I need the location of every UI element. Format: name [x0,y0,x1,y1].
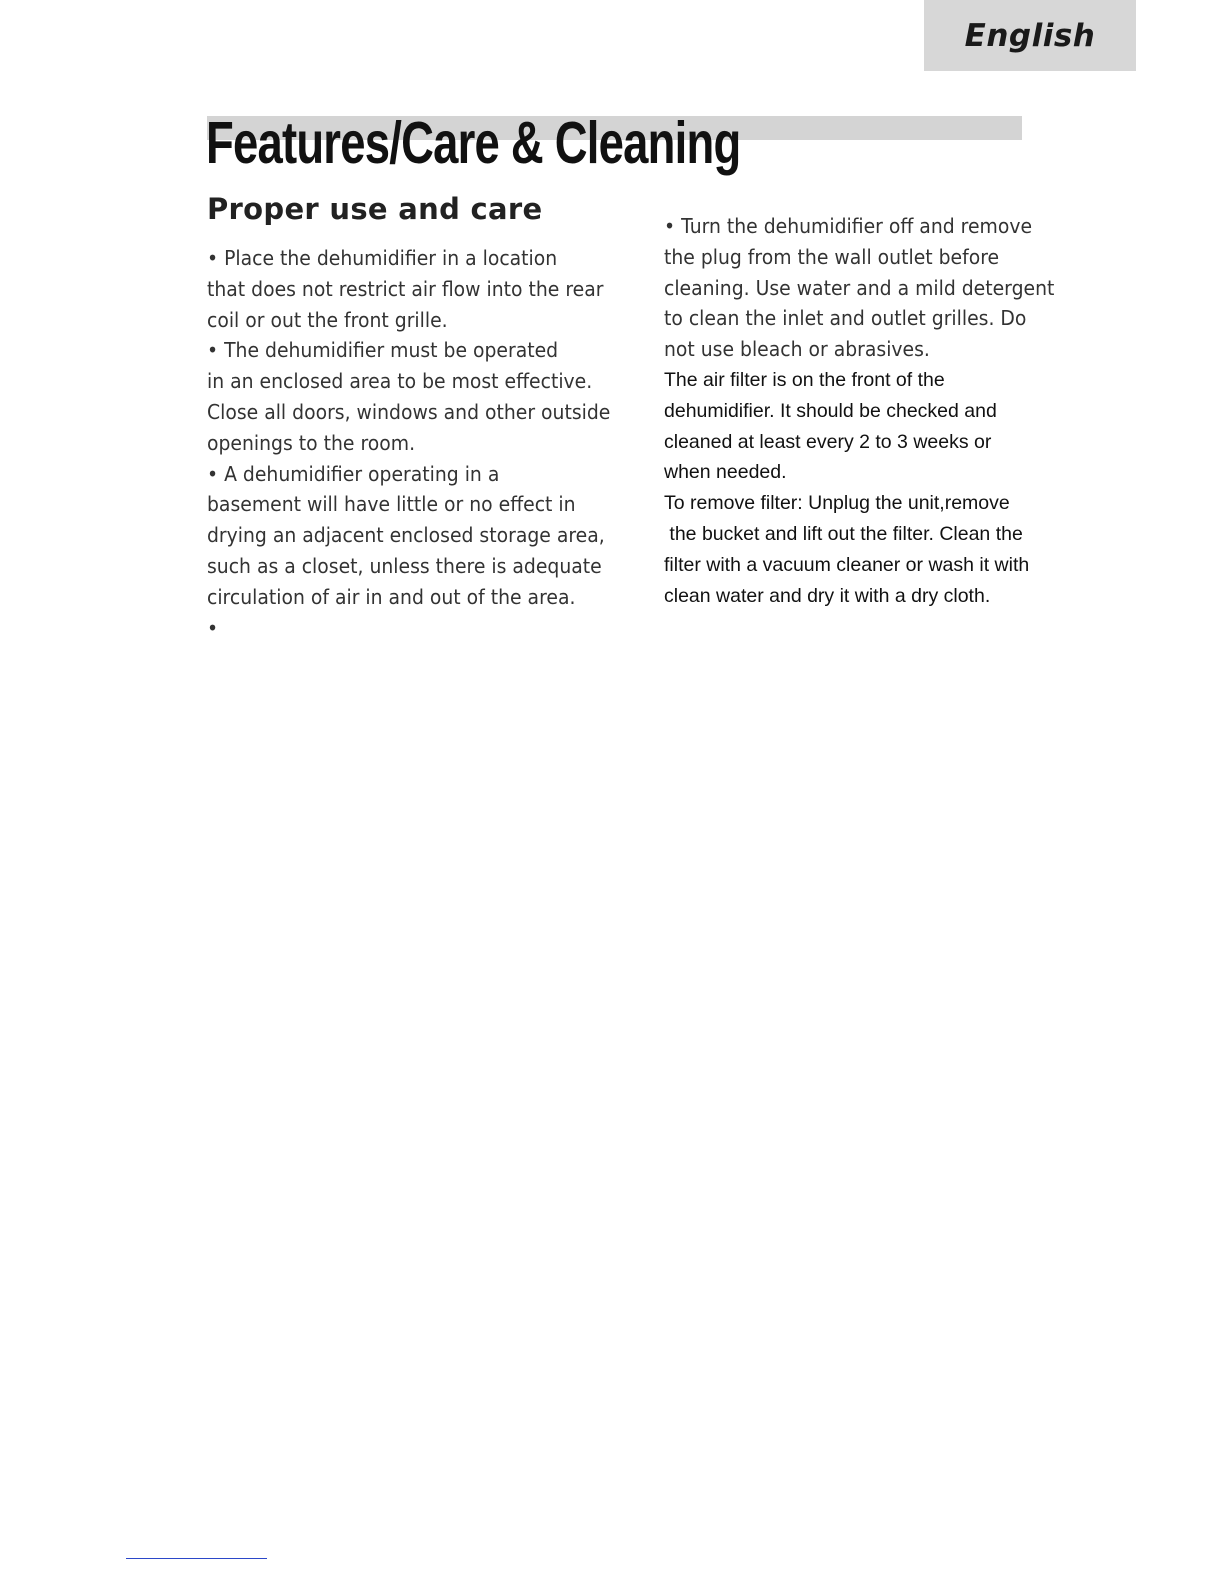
section-heading: Proper use and care [207,192,543,226]
filter-text-line: the bucket and lift out the filter. Clean the [664,522,1023,545]
text-line: to clean the inlet and outlet grilles. Do [664,306,1027,331]
text-line: drying an adjacent enclosed storage area, [207,523,605,548]
right-column [664,211,1084,611]
filter-text-line: when needed. [664,461,787,484]
text-line: in an enclosed area to be most effective. [207,369,593,394]
filter-text-line: dehumidifier. It should be checked and [664,399,997,422]
filter-text-line: filter with a vacuum cleaner or wash it with [664,553,1030,576]
text-line: coil or out the front grille. [207,307,448,332]
left-column [207,243,627,643]
text-line: openings to the room. [207,430,416,455]
text-line: not use bleach or abrasives. [664,337,930,362]
text-line: • A dehumidifier operating in a [207,461,500,486]
text-line: cleaning. Use water and a mild detergent [664,275,1055,300]
text-line: circulation of air in and out of the area. [207,584,576,609]
filter-text-line: cleaned at least every 2 to 3 weeks or [664,430,992,453]
text-line: • Place the dehumidifier in a location [207,246,558,270]
text-line: basement will have little or no effect in [207,492,576,517]
page-title: Features/Care & Cleaning [206,110,741,176]
footer-rule [126,1558,267,1559]
text-line: the plug from the wall outlet before [664,244,1000,269]
text-line: that does not restrict air flow into the rear [207,276,604,301]
text-line: • Turn the dehumidifier off and remove [664,214,1033,238]
filter-text-line: The air filter is on the front of the [664,368,945,391]
empty-bullet: • [207,615,219,640]
text-line: Close all doors, windows and other outside [207,399,611,424]
language-label: English [964,17,1096,54]
language-tab [924,0,1136,71]
filter-text-line: clean water and dry it with a dry cloth. [664,584,991,607]
text-line: such as a closet, unless there is adequate [207,553,602,578]
text-line: • The dehumidifier must be operated [207,338,559,363]
filter-text-line: To remove filter: Unplug the unit,remove [664,492,1010,515]
